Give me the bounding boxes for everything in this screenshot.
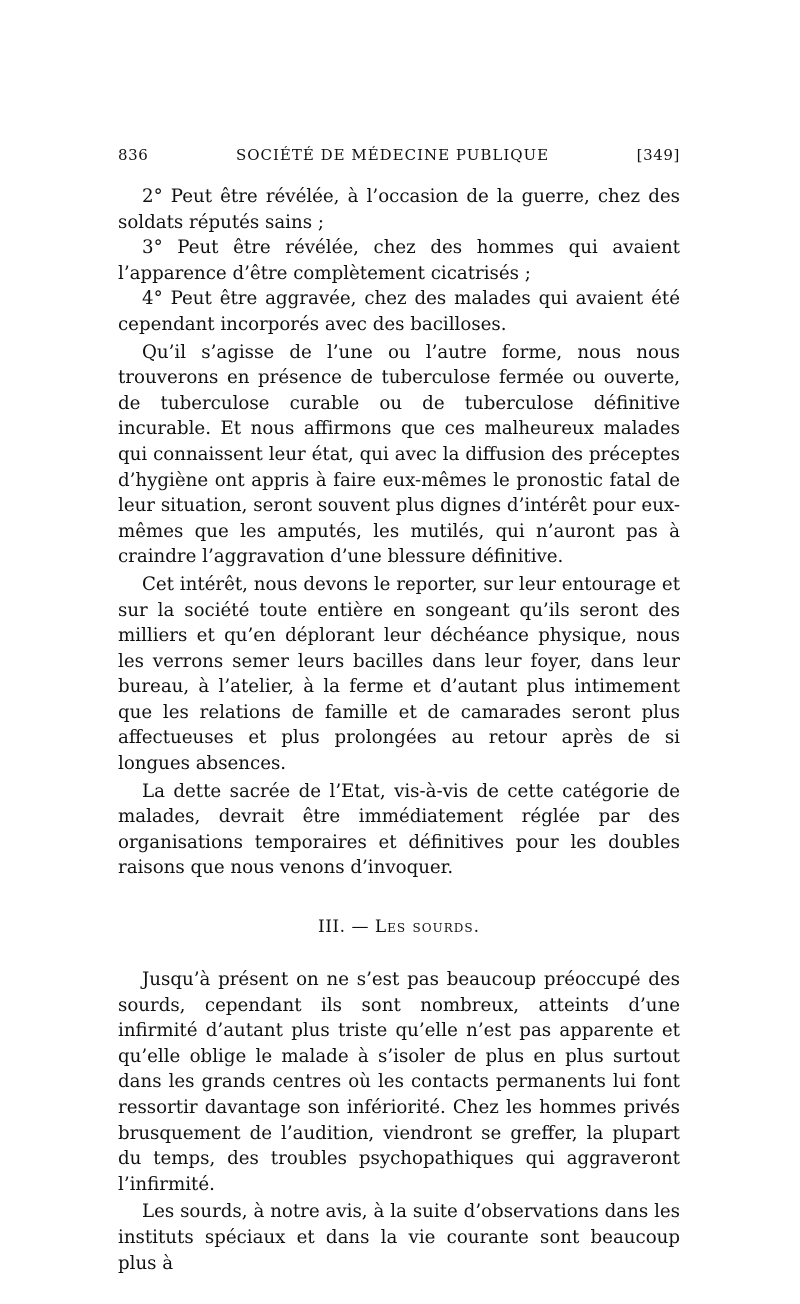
body-text [118, 184, 680, 881]
list-item: 4° Peut être aggravée, chez des malades qui avaient été cependant incorporés avec des bacilloses. [118, 288, 680, 335]
paragraph: La dette sacrée de l’Etat, vis-à-vis de cette catégorie de malades, devrait être immédiatement réglée par des organisations temporaires et définitives pour les doubles raisons que nous venons d’invoquer. [118, 780, 680, 879]
section-dash: — [351, 917, 369, 938]
running-head [118, 146, 680, 164]
section-body [118, 967, 680, 1276]
list-item: 3° Peut être révélée, chez des hommes qui avaient l’apparence d’être complètement cicatrisés ; [118, 237, 680, 284]
section-numeral: III. [317, 917, 346, 938]
page-number: 836 [118, 146, 149, 164]
paragraph: Qu’il s’agisse de l’une ou l’autre forme, nous nous trouverons en présence de tuberculose fermée ou ouverte, de tuberculose curable ou de tuberculose définitive incurable. Et nous affirmons que ces malheureux malades qui connaissent leur état, qui avec la diffusion des préceptes d’hygiène ont appris à faire eux-mêmes le pronostic fatal de leur situation, seront souvent plus dignes d’intérêt pour eux-mêmes que les amputés, les mutilés, qui n’auront pas à craindre l’aggravation d’une blessure définitive. [118, 341, 680, 568]
paragraph: Les sourds, à notre avis, à la suite d’observations dans les instituts spéciaux et dans la vie courante sont beaucoup plus à [118, 1201, 680, 1274]
paragraph: Cet intérêt, nous devons le reporter, sur leur entourage et sur la société toute entière en songeant qu’ils seront des milliers et qu’en déplorant leur déchéance physique, nous les verrons semer leurs bacilles dans leur foyer, dans leur bureau, à l’atelier, à la ferme et d’autant plus intimement que les relations de famille et de camarades seront plus affectueuses et plus prolongées au retour après de si longues absences. [118, 573, 680, 775]
page [118, 146, 680, 1276]
section-heading [118, 917, 680, 937]
bracket-page-number: [349] [636, 146, 680, 164]
list-item: 2° Peut être révélée, à l’occasion de la guerre, chez des soldats réputés sains ; [118, 186, 680, 233]
paragraph: Jusqu’à présent on ne s’est pas beaucoup préoccupé des sourds, cependant ils sont nombreux, atteints d’une infirmité d’autant plus triste qu’elle n’est pas apparente et qu’elle oblige le malade à s’isoler de plus en plus surtout dans les grands centres où les contacts permanents lui font ressortir davantage son infériorité. Chez les hommes privés brusquement de l’audition, viendront se greffer, la plupart du temps, des troubles psychopathiques qui aggraveront l’infirmité. [118, 969, 680, 1195]
running-title: SOCIÉTÉ DE MÉDECINE PUBLIQUE [235, 146, 550, 164]
section-title: Les sourds. [374, 917, 480, 938]
